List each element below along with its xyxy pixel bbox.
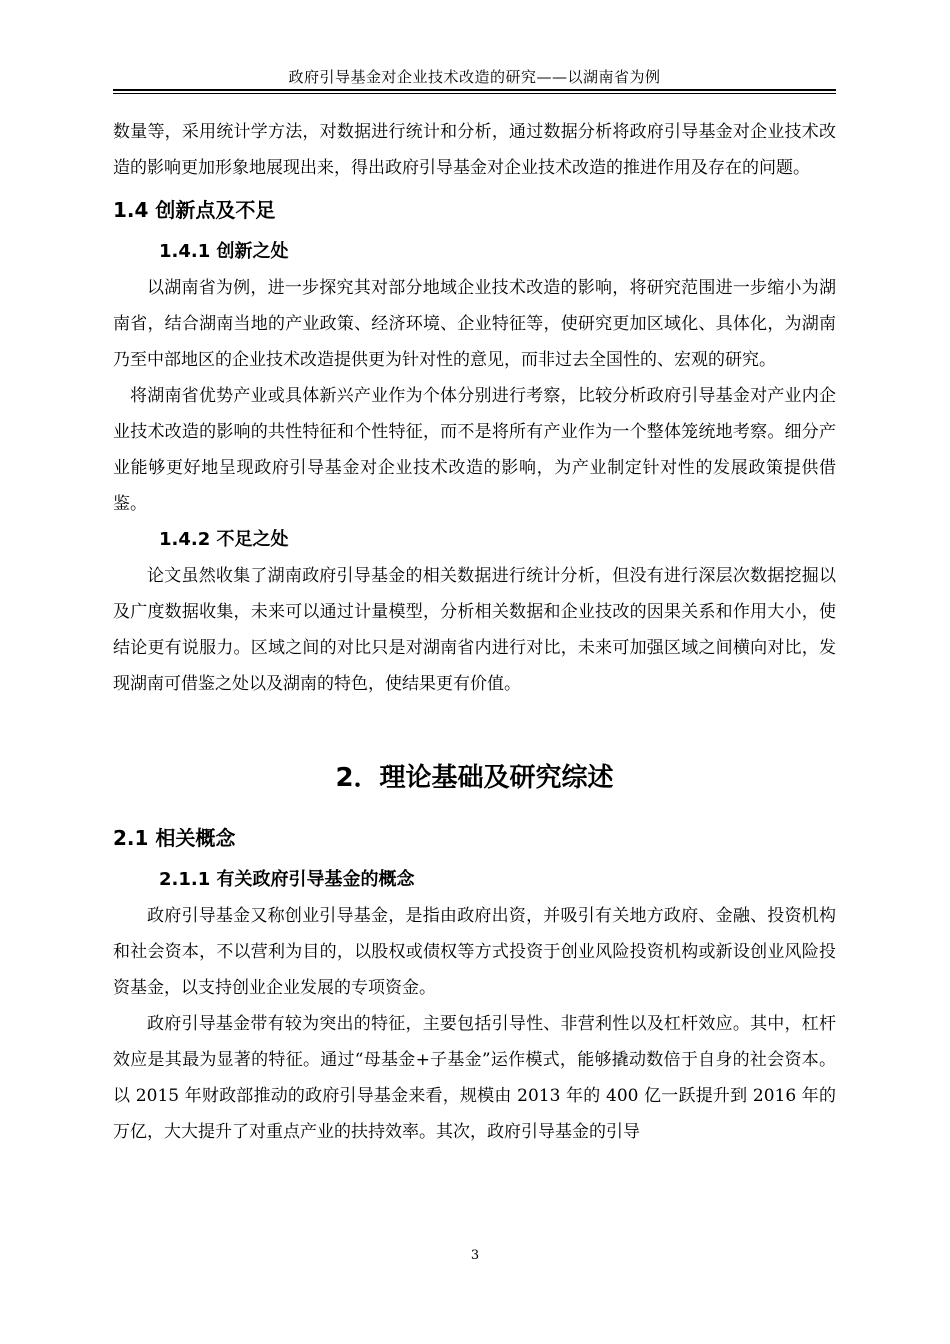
paragraph-2-1-1-a: 政府引导基金又称创业引导基金，是指由政府出资，并吸引有关地方政府、金融、投资机构和社会资本，不以营利为目的，以股权或债权等方式投资于创业风险投资机构或新设创业风险投资基金，以支持创业企业发展的专项资金。 — [113, 906, 836, 998]
subsection-heading-1-4-1: 1.4.1 创新之处 — [159, 241, 289, 262]
subsection-heading-1-4-2: 1.4.2 不足之处 — [159, 529, 289, 550]
section-heading-2-1: 2.1 相关概念 — [113, 826, 236, 850]
paragraph-1-4-1-b: 将湖南省优势产业或具体新兴产业作为个体分别进行考察，比较分析政府引导基金对产业内企业技术改造的影响的共性特征和个性特征，而不是将所有产业作为一个整体笼统地考察。细分产业能够更好地呈现政府引导基金对企业技术改造的影响，为产业制定针对性的发展政策提供借鉴。 — [113, 386, 836, 514]
paragraph-1-4-1-a: 以湖南省为例，进一步探究其对部分地域企业技术改造的影响，将研究范围进一步缩小为湖南省，结合湖南当地的产业政策、经济环境、企业特征等，使研究更加区域化、具体化，为湖南乃至中部地区的企业技术改造提供更为针对性的意见，而非过去全国性的、宏观的研究。 — [113, 278, 836, 370]
section-heading-1-4: 1.4 创新点及不足 — [113, 198, 276, 222]
page-content — [113, 114, 836, 1150]
header-rule-thin — [113, 93, 836, 94]
paragraph-2-1-1-b: 政府引导基金带有较为突出的特征，主要包括引导性、非营利性以及杠杆效应。其中，杠杆效应是其最为显著的特征。通过“母基金+子基金”运作模式，能够撬动数倍于自身的社会资本。以 2015 年财政部推动的政府引导基金来看，规模由 2013 年的 400 亿一跃提升到 2016 年的万亿，大大提升了对重点产业的扶持效率。其次，政府引导基金的引导 — [113, 1014, 836, 1142]
chapter-heading-2: 2．理论基础及研究综述 — [335, 763, 614, 793]
header-rule-thick — [113, 89, 836, 91]
intro-paragraph: 数量等，采用统计学方法，对数据进行统计和分析，通过数据分析将政府引导基金对企业技术改造的影响更加形象地展现出来，得出政府引导基金对企业技术改造的推进作用及存在的问题。 — [113, 122, 836, 178]
page-number: 3 — [470, 1248, 480, 1263]
paragraph-1-4-2: 论文虽然收集了湖南政府引导基金的相关数据进行统计分析，但没有进行深层次数据挖掘以及广度数据收集，未来可以通过计量模型，分析相关数据和企业技改的因果关系和作用大小，使结论更有说服力。区域之间的对比只是对湖南省内进行对比，未来可加强区域之间横向对比，发现湖南可借鉴之处以及湖南的特色，使结果更有价值。 — [113, 566, 836, 694]
running-header: 政府引导基金对企业技术改造的研究——以湖南省为例 — [288, 68, 661, 86]
subsection-heading-2-1-1: 2.1.1 有关政府引导基金的概念 — [159, 869, 415, 890]
